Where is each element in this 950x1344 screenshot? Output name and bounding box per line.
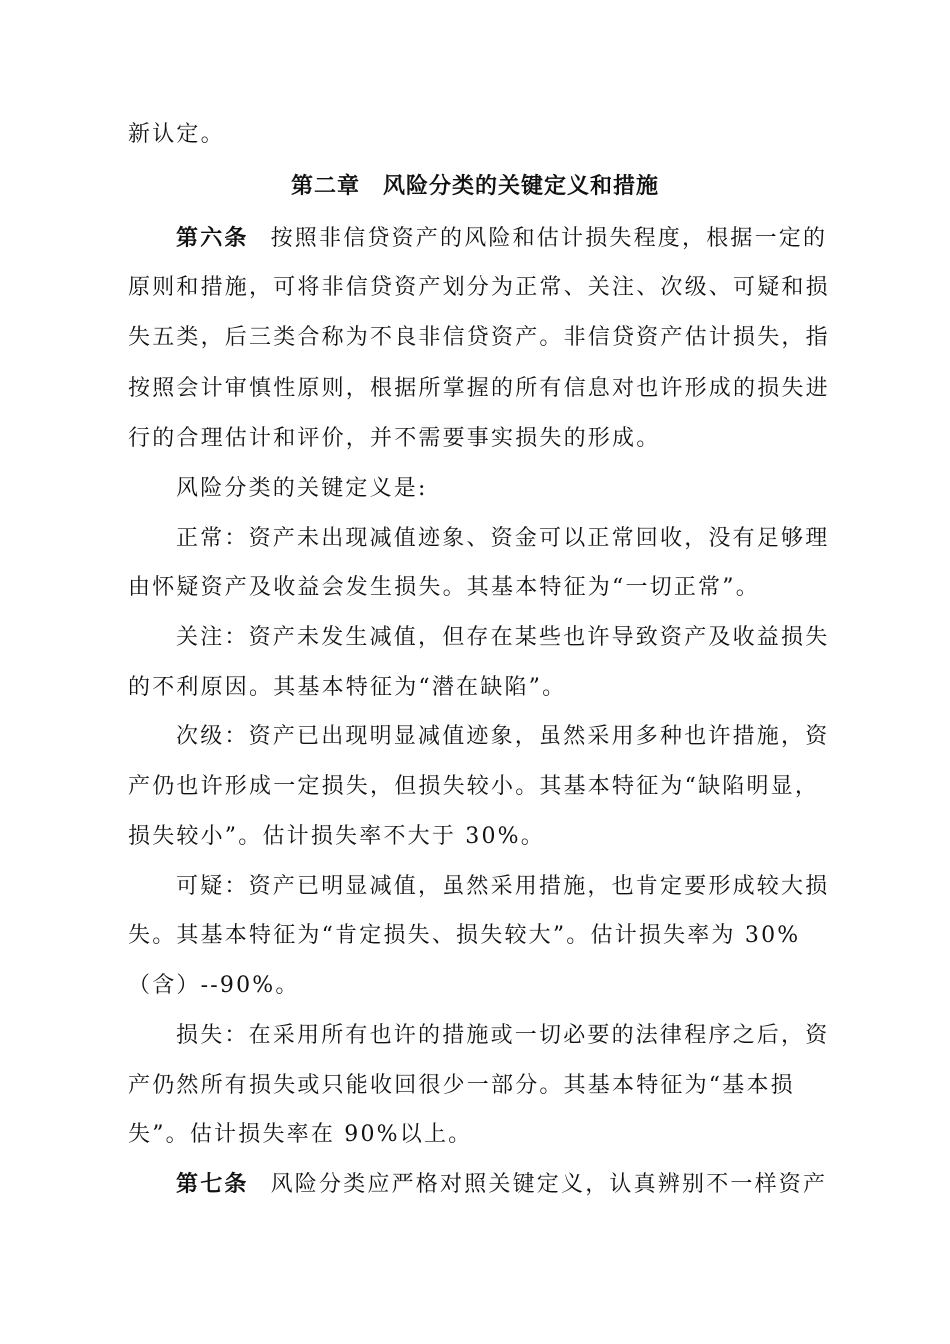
paragraph-line: 由怀疑资产及收益会发生损失。其基本特征为“一切正常”。 bbox=[128, 575, 760, 600]
paragraph-line: 风险分类应严格对照关键定义，认真辨别不一样资产 bbox=[270, 1172, 828, 1197]
paragraph-line: 失。其基本特征为“肯定损失、损失较大”。估计损失率为 30% bbox=[128, 923, 801, 948]
paragraph-line: 损失：在采用所有也许的措施或一切必要的法律程序之后，资 bbox=[176, 1023, 830, 1048]
paragraph-line: （含）--90%。 bbox=[128, 973, 300, 998]
paragraph-line: 的不利原因。其基本特征为“潜在缺陷”。 bbox=[128, 675, 567, 700]
article-6-label: 第六条 bbox=[176, 226, 249, 251]
chapter-heading: 第二章 风险分类的关键定义和措施 bbox=[290, 174, 659, 199]
paragraph-line: 可疑：资产已明显减值，虽然采用措施，也肯定要形成较大损 bbox=[176, 874, 830, 899]
paragraph-line: 按照非信贷资产的风险和估计损失程度，根据一定的 bbox=[270, 226, 828, 251]
paragraph-line: 原则和措施，可将非信贷资产划分为正常、关注、次级、可疑和损 bbox=[128, 275, 830, 300]
paragraph-line: 风险分类的关键定义是: bbox=[176, 476, 428, 501]
paragraph-line: 失五类，后三类合称为不良非信贷资产。非信贷资产估计损失，指 bbox=[128, 325, 830, 350]
paragraph-line: 失”。估计损失率在 90%以上。 bbox=[128, 1122, 473, 1147]
paragraph-line: 产仍也许形成一定损失，但损失较小。其基本特征为“缺陷明显， bbox=[128, 774, 820, 799]
paragraph-line: 产仍然所有损失或只能收回很少一部分。其基本特征为“基本损 bbox=[128, 1073, 795, 1098]
paragraph-line: 按照会计审慎性原则，根据所掌握的所有信息对也许形成的损失进 bbox=[128, 376, 830, 401]
paragraph-line: 损失较小”。估计损失率不大于 30%。 bbox=[128, 824, 545, 849]
paragraph-line: 关注：资产未发生减值，但存在某些也许导致资产及收益损失 bbox=[176, 625, 830, 650]
paragraph-line: 新认定。 bbox=[128, 122, 225, 147]
paragraph-line: 次级：资产已出现明显减值迹象，虽然采用多种也许措施，资 bbox=[176, 724, 830, 749]
article-6-first-line bbox=[176, 224, 833, 254]
paragraph-line: 正常：资产未出现减值迹象、资金可以正常回收，没有足够理 bbox=[176, 526, 830, 551]
article-7-label: 第七条 bbox=[176, 1172, 249, 1197]
paragraph-line: 行的合理估计和评价，并不需要事实损失的形成。 bbox=[128, 426, 661, 451]
article-7-first-line bbox=[176, 1170, 833, 1200]
